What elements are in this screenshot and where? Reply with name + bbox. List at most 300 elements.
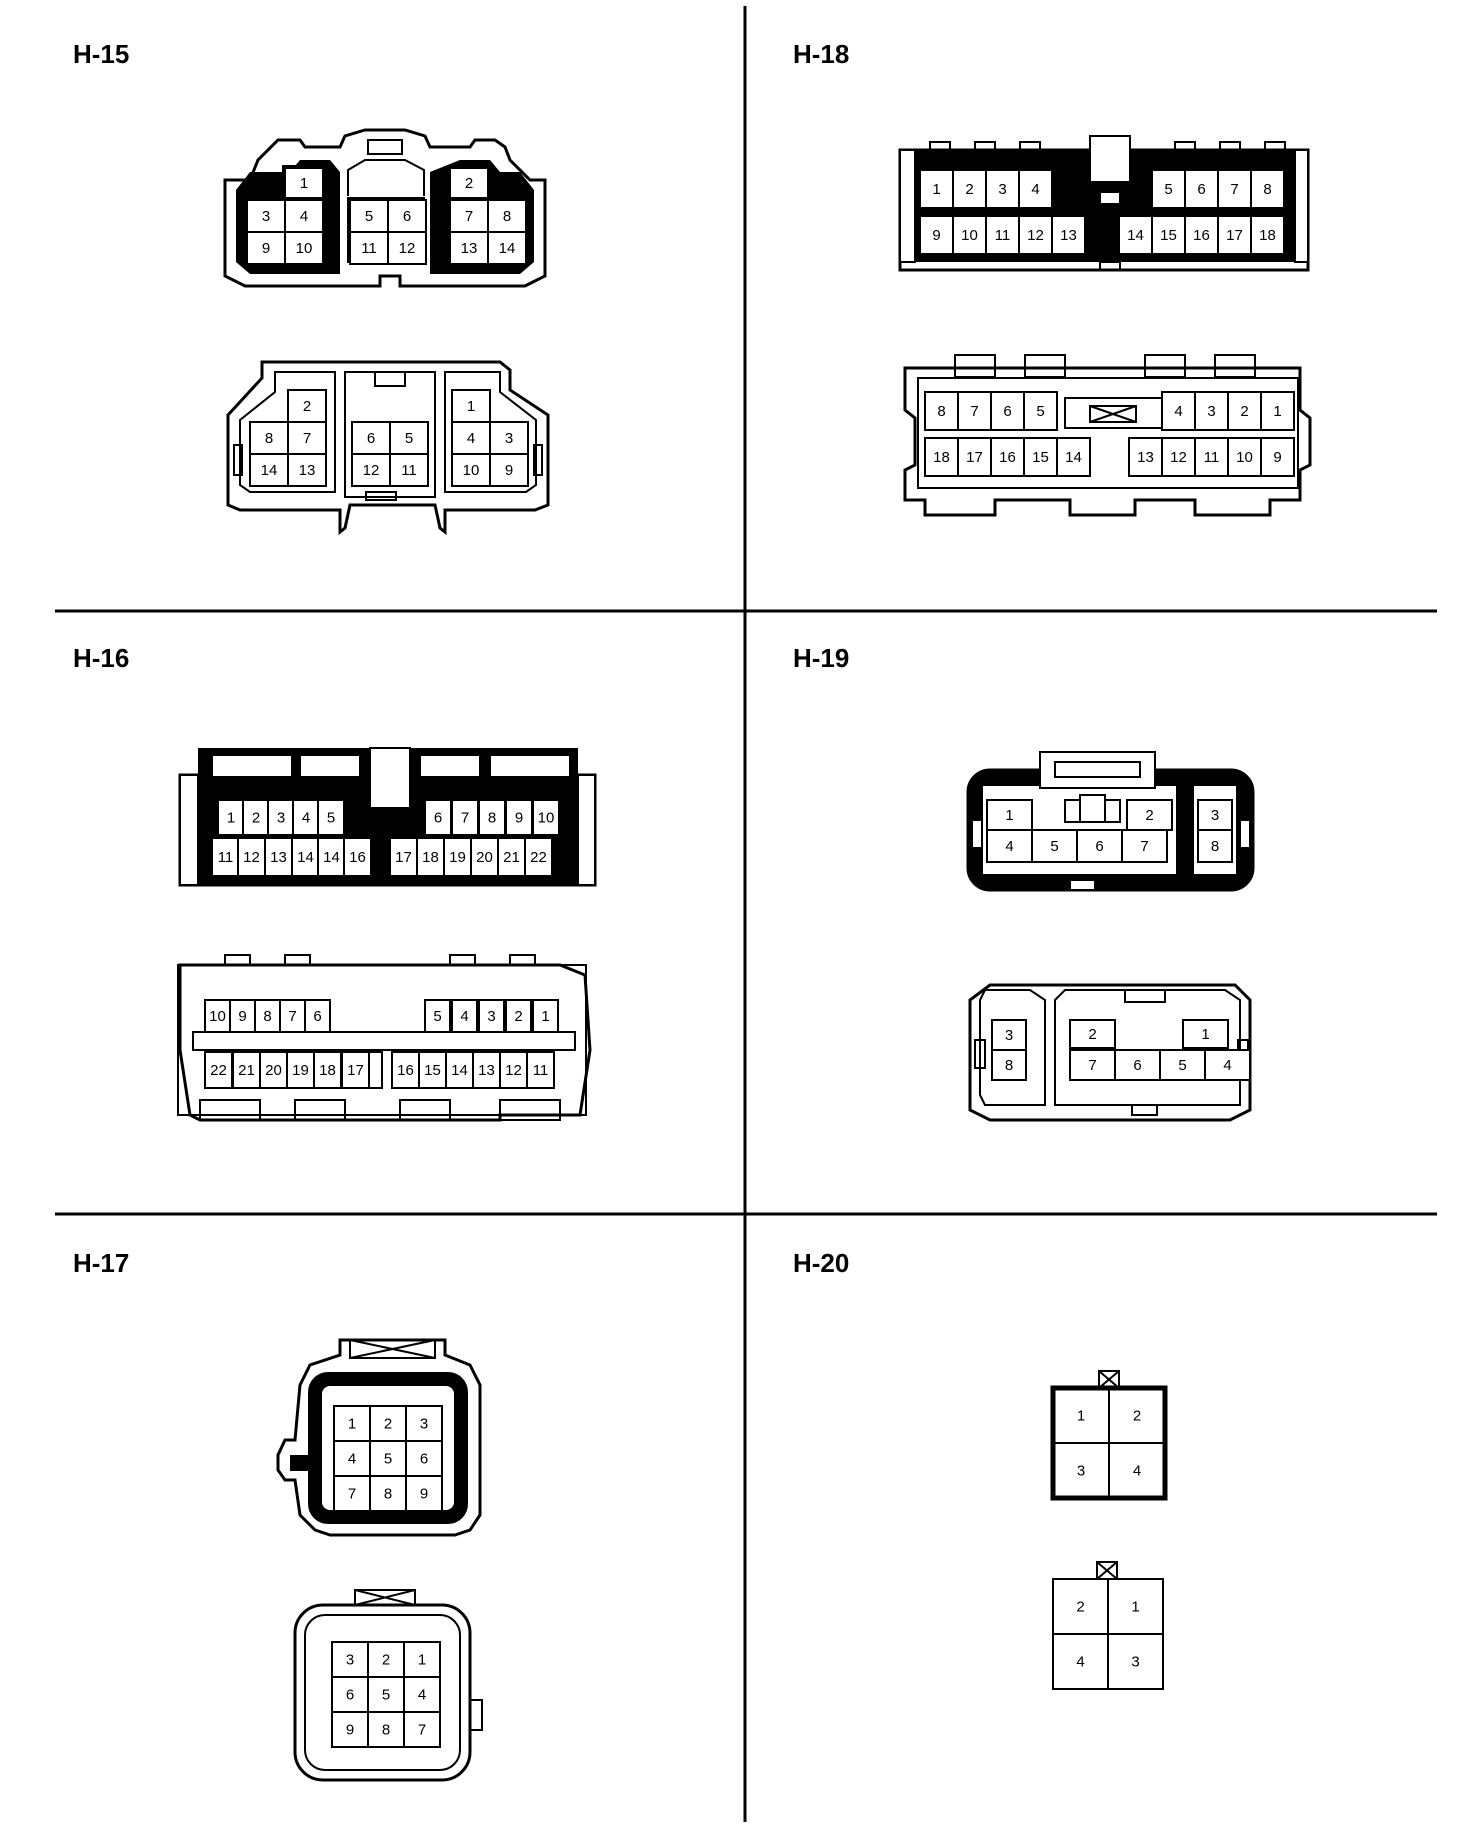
h19-male-pin xyxy=(987,830,1032,862)
pin-number: 5 xyxy=(1036,403,1045,420)
h15-female-pin xyxy=(490,454,528,486)
h17-male-pin xyxy=(406,1441,442,1476)
pin-number: 17 xyxy=(395,849,412,866)
pin-number: 3 xyxy=(1210,807,1220,824)
h15-female-pin xyxy=(390,422,428,454)
h18-male-pin xyxy=(1019,216,1052,254)
pin-number: 7 xyxy=(970,403,979,420)
h16-male-pin xyxy=(533,800,559,835)
pin-number: 2 xyxy=(383,1415,393,1433)
h16-female-pin xyxy=(287,1052,314,1088)
pin-number: 10 xyxy=(462,462,480,479)
h15-male-pin xyxy=(285,200,323,232)
pin-number: 1 xyxy=(1076,1407,1086,1425)
pin-number: 2 xyxy=(965,181,974,198)
h18-male-pin xyxy=(1185,170,1218,208)
pin-number: 8 xyxy=(937,403,946,420)
h16-male-pin xyxy=(265,838,292,876)
h16-female-pin xyxy=(305,1000,330,1032)
pin-number: 8 xyxy=(383,1485,393,1503)
pin-number: 17 xyxy=(966,449,983,466)
pin-number: 20 xyxy=(265,1062,282,1079)
pin-cells xyxy=(205,168,1294,1747)
pin-number: 4 xyxy=(460,1008,469,1025)
h18-male-pin xyxy=(920,170,953,208)
h20-label: H-20 xyxy=(793,1248,850,1278)
h16-male-pin xyxy=(292,838,319,876)
h18-male-pin xyxy=(920,216,953,254)
pin-number: 14 xyxy=(323,849,340,866)
h18-male-pin xyxy=(1052,216,1085,254)
pin-number: 3 xyxy=(276,809,286,827)
pin-number: 10 xyxy=(1236,449,1253,466)
pin-number: 1 xyxy=(417,1651,427,1669)
pin-number: 5 xyxy=(381,1686,391,1704)
h18-male-pin xyxy=(986,170,1019,208)
h17-female-pin xyxy=(404,1677,440,1712)
h16-female-pin xyxy=(419,1052,446,1088)
pin-number: 18 xyxy=(422,849,439,866)
h16-female-connector xyxy=(178,955,590,1120)
pin-number: 2 xyxy=(464,175,474,192)
h18-male-pin xyxy=(1152,170,1185,208)
pin-number: 2 xyxy=(1076,1598,1085,1616)
h18-female-pin xyxy=(1261,438,1294,476)
pin-number: 6 xyxy=(345,1686,355,1704)
pin-number: 5 xyxy=(1164,181,1173,198)
h19-female-pin xyxy=(1115,1050,1160,1080)
pin-number: 6 xyxy=(1003,403,1012,420)
h19-female-pin xyxy=(1183,1020,1228,1048)
h18-female-connector xyxy=(905,355,1310,515)
pin-number: 16 xyxy=(349,849,366,866)
pin-number: 9 xyxy=(419,1485,429,1503)
pin-number: 4 xyxy=(1132,1462,1142,1480)
h16-female-pin xyxy=(255,1000,280,1032)
h16-male-pin xyxy=(212,838,239,876)
pin-number: 5 xyxy=(433,1008,442,1025)
pin-number: 5 xyxy=(1050,838,1059,855)
pin-number: 3 xyxy=(998,181,1007,198)
h18-male-pin xyxy=(1119,216,1152,254)
h16-female-pin xyxy=(205,1000,230,1032)
pin-number: 1 xyxy=(932,181,941,198)
h15-female-pin xyxy=(390,454,428,486)
h19-female-pin xyxy=(1205,1050,1250,1080)
pin-number: 19 xyxy=(292,1062,309,1079)
pin-number: 15 xyxy=(424,1062,441,1079)
h16-female-pin xyxy=(446,1052,473,1088)
pin-number: 5 xyxy=(1178,1057,1187,1074)
h16-male-pin xyxy=(506,800,532,835)
h16-male-pin xyxy=(498,838,525,876)
pin-number: 18 xyxy=(1259,227,1276,244)
h17-female-pin xyxy=(332,1677,368,1712)
h16-label: H-16 xyxy=(73,643,130,673)
h18-female-pin xyxy=(1228,438,1261,476)
h18-male-pin xyxy=(1218,216,1251,254)
h19-female-pin xyxy=(1070,1050,1115,1080)
h16-male-pin xyxy=(525,838,552,876)
h16-female-pin xyxy=(280,1000,305,1032)
h16-female-pin xyxy=(205,1052,232,1088)
h20-male-pin xyxy=(1053,1388,1109,1443)
pin-number: 3 xyxy=(1131,1653,1140,1671)
pin-number: 21 xyxy=(238,1062,255,1079)
pin-number: 8 xyxy=(1210,838,1220,855)
h16-male-pin xyxy=(238,838,265,876)
h18-female-pin xyxy=(1162,438,1195,476)
pin-number: 13 xyxy=(298,462,316,479)
pin-number: 2 xyxy=(1132,1407,1142,1425)
pin-number: 18 xyxy=(933,449,950,466)
pin-number: 10 xyxy=(295,240,313,257)
h15-male-pin xyxy=(488,232,526,264)
pin-number: 2 xyxy=(514,1008,523,1025)
h15-male-pin xyxy=(350,200,388,232)
pin-number: 2 xyxy=(1240,403,1249,420)
h15-male-pin xyxy=(285,232,323,264)
h16-female-pin xyxy=(452,1000,477,1032)
h17-label: H-17 xyxy=(73,1248,130,1278)
pin-number: 20 xyxy=(476,849,493,866)
pin-number: 7 xyxy=(464,208,474,225)
h16-female-pin xyxy=(527,1052,554,1088)
h16-male-pin xyxy=(479,800,505,835)
pin-number: 6 xyxy=(313,1008,322,1025)
h19-male-pin xyxy=(1122,830,1167,862)
h16-female-pin xyxy=(342,1052,369,1088)
pin-number: 15 xyxy=(1032,449,1049,466)
h20-female-key xyxy=(1097,1562,1117,1579)
pin-number: 18 xyxy=(319,1062,336,1079)
h15-female-pin xyxy=(352,454,390,486)
pin-number: 7 xyxy=(1140,838,1149,855)
h16-female-pin xyxy=(506,1000,531,1032)
h16-male-pin xyxy=(471,838,498,876)
pin-number: 1 xyxy=(541,1008,550,1025)
h19-male-pin xyxy=(1032,830,1077,862)
pin-number: 6 xyxy=(402,208,412,225)
h15-female-pin xyxy=(288,390,326,422)
h19-male-pin xyxy=(1077,830,1122,862)
pin-number: 7 xyxy=(288,1008,297,1025)
h15-male-pin xyxy=(450,168,488,198)
h19-female-pin xyxy=(992,1050,1026,1080)
pin-number: 7 xyxy=(460,809,470,827)
pin-number: 13 xyxy=(460,240,478,257)
pin-number: 9 xyxy=(1273,449,1282,466)
pin-number: 6 xyxy=(433,809,443,827)
pin-number: 6 xyxy=(419,1450,429,1468)
pin-number: 13 xyxy=(1060,227,1077,244)
pin-number: 1 xyxy=(347,1415,357,1433)
h16-female-pin xyxy=(392,1052,419,1088)
pin-number: 16 xyxy=(999,449,1016,466)
h17-female-pin xyxy=(368,1642,404,1677)
pin-number: 13 xyxy=(478,1062,495,1079)
h18-male-pin xyxy=(1152,216,1185,254)
pin-number: 5 xyxy=(364,208,374,225)
h16-male-pin xyxy=(444,838,471,876)
h15-female-pin xyxy=(288,454,326,486)
h18-female-pin xyxy=(925,392,958,430)
pin-number: 21 xyxy=(503,849,520,866)
h15-male-pin xyxy=(247,200,285,232)
h18-female-pin xyxy=(1129,438,1162,476)
h18-female-pin xyxy=(991,438,1024,476)
h18-male-pin xyxy=(1019,170,1052,208)
h19-male-pin xyxy=(1198,830,1232,862)
h18-female-pin xyxy=(925,438,958,476)
pin-number: 2 xyxy=(302,398,312,415)
pin-number: 14 xyxy=(1127,227,1144,244)
pin-number: 13 xyxy=(1137,449,1154,466)
h18-male-pin xyxy=(953,216,986,254)
pin-number: 8 xyxy=(263,1008,272,1025)
pin-number: 9 xyxy=(514,809,524,827)
pin-number: 14 xyxy=(498,240,516,257)
h15-female-pin xyxy=(288,422,326,454)
h17-male-pin xyxy=(334,1406,370,1441)
pin-number: 10 xyxy=(537,809,555,827)
h18-label: H-18 xyxy=(793,39,850,69)
pin-number: 11 xyxy=(994,227,1011,244)
h16-female-pin xyxy=(425,1000,450,1032)
h17-female-pin xyxy=(404,1712,440,1747)
h20-female-pin xyxy=(1108,1634,1163,1689)
pin-number: 19 xyxy=(449,849,466,866)
h17-male-pin xyxy=(406,1476,442,1511)
h19-male-pin xyxy=(987,800,1032,830)
pin-number: 4 xyxy=(299,208,309,225)
h17-female-pin xyxy=(332,1642,368,1677)
h17-male-pin xyxy=(334,1441,370,1476)
pin-number: 4 xyxy=(417,1686,427,1704)
pin-number: 2 xyxy=(1088,1026,1097,1043)
h16-male-pin xyxy=(417,838,444,876)
h18-female-pin xyxy=(958,392,991,430)
h19-male-pin xyxy=(1198,800,1232,830)
h15-male-pin xyxy=(450,200,488,232)
pin-number: 9 xyxy=(345,1721,355,1739)
pin-number: 11 xyxy=(1203,449,1220,466)
pin-number: 6 xyxy=(1197,181,1206,198)
pin-number: 11 xyxy=(532,1062,549,1079)
h18-female-pin xyxy=(1261,392,1294,430)
h16-male-pin xyxy=(293,800,319,835)
pin-number: 6 xyxy=(1095,838,1104,855)
h16-female-pin xyxy=(479,1000,504,1032)
h15-female-pin xyxy=(490,422,528,454)
pin-number: 9 xyxy=(504,462,514,479)
pin-number: 14 xyxy=(297,849,314,866)
pin-number: 1 xyxy=(466,398,476,415)
pin-number: 1 xyxy=(299,175,309,192)
h15-female-pin xyxy=(250,422,288,454)
pin-number: 4 xyxy=(1174,403,1183,420)
pin-number: 7 xyxy=(302,430,312,447)
pin-number: 8 xyxy=(487,809,497,827)
pin-number: 5 xyxy=(326,809,336,827)
h19-female-pin xyxy=(1160,1050,1205,1080)
h17-female-pin xyxy=(332,1712,368,1747)
pin-number: 22 xyxy=(210,1062,227,1079)
h16-female-pin xyxy=(314,1052,341,1088)
h19-label: H-19 xyxy=(793,643,850,673)
pin-number: 7 xyxy=(1088,1057,1097,1074)
pin-number: 7 xyxy=(1230,181,1239,198)
h15-male-pin xyxy=(388,232,426,264)
pin-number: 3 xyxy=(1207,403,1216,420)
h20-male-pin xyxy=(1053,1443,1109,1498)
pin-number: 5 xyxy=(404,430,414,447)
pin-number: 3 xyxy=(487,1008,496,1025)
h20-female-pin xyxy=(1108,1579,1163,1634)
h16-male-pin xyxy=(268,800,294,835)
h17-male-pin xyxy=(406,1406,442,1441)
h16-male-pin xyxy=(243,800,269,835)
pin-number: 1 xyxy=(1005,807,1014,824)
h17-female-pin xyxy=(368,1677,404,1712)
pin-number: 4 xyxy=(1076,1653,1085,1671)
h16-male-pin xyxy=(318,800,344,835)
h16-female-pin xyxy=(473,1052,500,1088)
h16-female-pin xyxy=(533,1000,558,1032)
pin-number: 12 xyxy=(505,1062,522,1079)
h17-male-pin xyxy=(334,1476,370,1511)
h19-female-pin xyxy=(992,1020,1026,1050)
h19-male-pin xyxy=(1127,800,1172,830)
h18-male-pin xyxy=(1251,216,1284,254)
pin-number: 3 xyxy=(261,208,271,225)
pin-number: 4 xyxy=(1223,1057,1232,1074)
pin-number: 12 xyxy=(1027,227,1044,244)
h16-female-pin xyxy=(233,1052,260,1088)
pin-number: 15 xyxy=(1160,227,1177,244)
pin-number: 1 xyxy=(1201,1026,1210,1043)
h16-male-pin xyxy=(318,838,345,876)
h20-male-key xyxy=(1099,1371,1119,1388)
pin-number: 8 xyxy=(1004,1057,1014,1074)
pin-number: 8 xyxy=(381,1721,391,1739)
h19-female-pin xyxy=(1070,1020,1115,1048)
pin-number: 14 xyxy=(1065,449,1082,466)
h16-male-pin xyxy=(390,838,417,876)
pin-number: 2 xyxy=(381,1651,391,1669)
pin-number: 10 xyxy=(209,1008,226,1025)
pin-number: 4 xyxy=(1005,838,1014,855)
pin-number: 5 xyxy=(383,1450,393,1468)
h20-male-pin xyxy=(1109,1443,1165,1498)
h18-female-pin xyxy=(1162,392,1195,430)
h17-male-pin xyxy=(370,1476,406,1511)
pin-number: 3 xyxy=(504,430,514,447)
h18-female-pin xyxy=(1228,392,1261,430)
pin-number: 3 xyxy=(1076,1462,1086,1480)
pin-number: 2 xyxy=(1145,807,1154,824)
pin-number: 6 xyxy=(366,430,376,447)
h18-female-pin xyxy=(1024,392,1057,430)
pin-number: 9 xyxy=(932,227,941,244)
pin-number: 12 xyxy=(362,462,380,479)
h20-male-pin xyxy=(1109,1388,1165,1443)
pin-number: 9 xyxy=(238,1008,247,1025)
pin-number: 7 xyxy=(417,1721,427,1739)
pin-number: 3 xyxy=(345,1651,355,1669)
pin-number: 1 xyxy=(1273,403,1282,420)
h15-female-pin xyxy=(452,422,490,454)
h20-female-pin xyxy=(1053,1579,1108,1634)
pin-number: 3 xyxy=(419,1415,429,1433)
pin-number: 11 xyxy=(217,849,234,866)
pin-number: 4 xyxy=(1031,181,1040,198)
h15-male-pin xyxy=(450,232,488,264)
h15-male-pin xyxy=(285,168,323,198)
h16-female-pin xyxy=(230,1000,255,1032)
h18-male-pin xyxy=(1218,170,1251,208)
pin-number: 14 xyxy=(260,462,278,479)
pin-number: 8 xyxy=(502,208,512,225)
h18-male-pin xyxy=(953,170,986,208)
h16-male-pin xyxy=(452,800,478,835)
h16-male-pin xyxy=(425,800,451,835)
h17-female-pin xyxy=(404,1642,440,1677)
pin-number: 10 xyxy=(961,227,978,244)
h18-female-pin xyxy=(1195,438,1228,476)
h18-female-pin xyxy=(1057,438,1090,476)
pin-number: 16 xyxy=(1193,227,1210,244)
h17-male-pin xyxy=(370,1441,406,1476)
h16-male-pin xyxy=(218,800,244,835)
h18-female-pin xyxy=(1024,438,1057,476)
pin-number: 11 xyxy=(401,462,417,479)
pin-number: 12 xyxy=(243,849,260,866)
pin-number: 16 xyxy=(397,1062,414,1079)
pin-number: 17 xyxy=(1226,227,1243,244)
pin-number: 12 xyxy=(398,240,416,257)
pin-number: 11 xyxy=(361,240,377,257)
h20-female-pin xyxy=(1053,1634,1108,1689)
h15-label: H-15 xyxy=(73,39,130,69)
h17-female-pin xyxy=(368,1712,404,1747)
h15-male-pin xyxy=(350,232,388,264)
h15-male-pin xyxy=(247,232,285,264)
pin-number: 14 xyxy=(451,1062,468,1079)
h15-female-pin xyxy=(352,422,390,454)
pin-number: 9 xyxy=(261,240,271,257)
pin-number: 22 xyxy=(530,849,547,866)
pin-number: 8 xyxy=(264,430,274,447)
h15-female-pin xyxy=(250,454,288,486)
h15-male-pin xyxy=(488,200,526,232)
pin-number: 4 xyxy=(466,430,476,447)
h17-male-pin xyxy=(370,1406,406,1441)
pin-number: 8 xyxy=(1263,181,1272,198)
pin-number: 17 xyxy=(347,1062,364,1079)
h16-male-pin xyxy=(344,838,371,876)
h16-female-pin xyxy=(500,1052,527,1088)
pin-number: 1 xyxy=(226,809,236,827)
h18-female-pin xyxy=(958,438,991,476)
h15-female-pin xyxy=(452,390,490,422)
h18-female-pin xyxy=(1195,392,1228,430)
pin-number: 2 xyxy=(251,809,261,827)
h18-male-pin xyxy=(1185,216,1218,254)
h18-female-pin xyxy=(991,392,1024,430)
pin-number: 4 xyxy=(347,1450,357,1468)
h15-female-pin xyxy=(452,454,490,486)
